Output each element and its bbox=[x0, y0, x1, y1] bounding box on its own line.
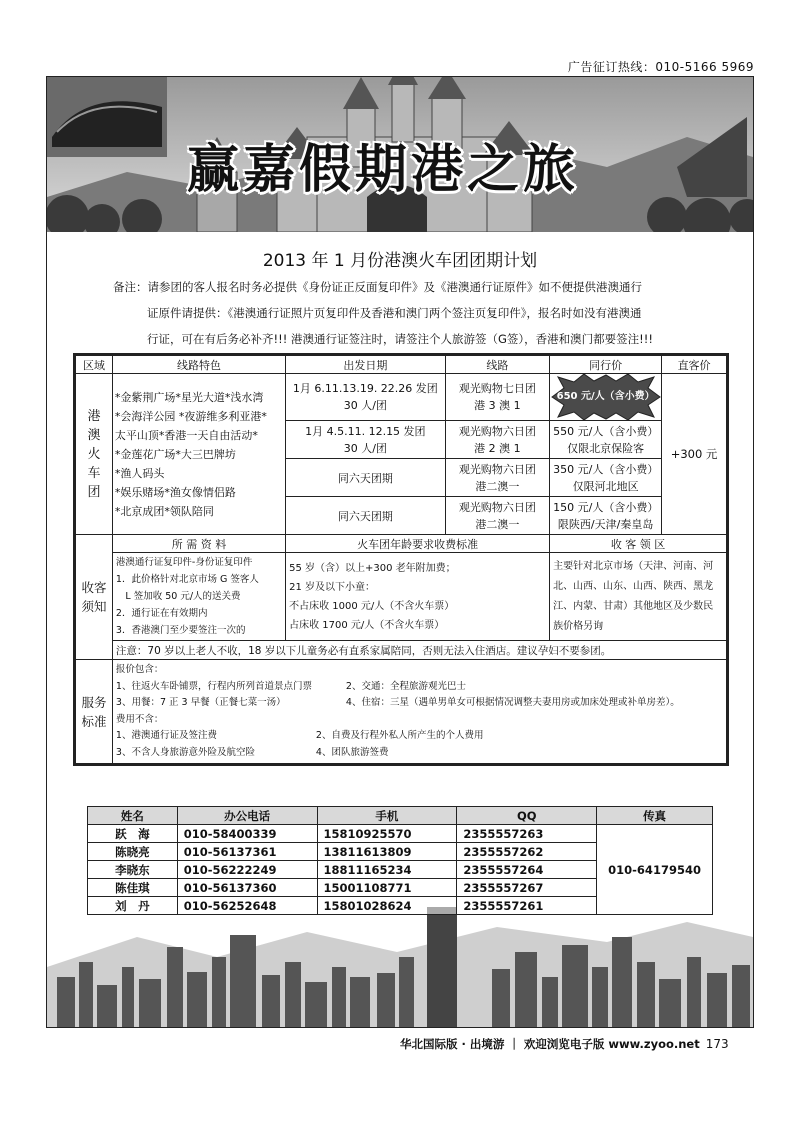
dates-text: 1月 4.5.11. 12.15 发团 bbox=[305, 424, 426, 438]
notice-label: 须知 bbox=[81, 599, 107, 614]
contact-name: 陈晓亮 bbox=[88, 843, 178, 861]
table-row bbox=[76, 374, 727, 421]
include-item: 3、用餐：7 正 3 早餐（正餐七菜一汤） bbox=[115, 697, 286, 708]
age-line: 55 岁（含）以上+300 老年附加费； bbox=[289, 562, 456, 574]
route-split: 港二澳一 bbox=[475, 517, 520, 531]
group-size: 30 人/团 bbox=[343, 399, 387, 412]
contact-mobile: 15801028624 bbox=[317, 897, 457, 915]
contact-qq: 2355557267 bbox=[457, 879, 597, 897]
region-char: 火 bbox=[87, 446, 101, 462]
route-name: 观光购物六日团 bbox=[458, 462, 536, 476]
include-item: 1、往返火车卧铺票，行程内所列首道景点门票 bbox=[115, 680, 312, 692]
route-split: 港 2 澳 1 bbox=[474, 441, 521, 455]
route-cell bbox=[445, 421, 550, 459]
age-line: 21 岁及以下小童： bbox=[289, 581, 375, 593]
include-line bbox=[116, 695, 723, 712]
service-label: 服务 bbox=[81, 694, 107, 710]
feature-line: *北京成团*领队陪同 bbox=[114, 504, 214, 518]
docs-line: L 签加收 50 元/人的送关费 bbox=[115, 591, 241, 602]
dates-cell: 同六天团期 bbox=[286, 459, 446, 497]
include-line bbox=[116, 679, 723, 696]
price-note: 仅限北京保险客 bbox=[567, 441, 645, 455]
exclude-line bbox=[116, 728, 723, 745]
region-char: 团 bbox=[87, 484, 101, 500]
contact-row bbox=[88, 825, 713, 843]
area-header: 收 客 领 区 bbox=[550, 535, 727, 553]
route-split: 港 3 澳 1 bbox=[474, 399, 521, 412]
contact-office-phone: 010-56222249 bbox=[177, 861, 317, 879]
route-cell bbox=[445, 374, 550, 421]
contact-qq: 2355557262 bbox=[457, 843, 597, 861]
note-line-2: 证原件请提供：《港澳通行证照片页复印件及香港和澳门两个签注页复印件》，报名时如没有港澳通 bbox=[147, 306, 642, 320]
header-route: 线路 bbox=[445, 356, 550, 374]
attention-row bbox=[76, 641, 727, 660]
service-label-cell bbox=[76, 660, 113, 764]
route-name: 观光购物六日团 bbox=[458, 424, 536, 438]
skyline-photo bbox=[47, 907, 753, 1027]
feature-line: 太平山顶*香港一天自由活动* bbox=[114, 428, 258, 442]
exclude-item: 1、港澳通行证及签注费 bbox=[115, 730, 217, 741]
price-cell bbox=[550, 374, 662, 421]
region-char: 车 bbox=[87, 465, 101, 481]
feature-line: *会海洋公园 *夜游维多利亚港* bbox=[114, 409, 267, 423]
price-cell bbox=[550, 459, 662, 497]
contact-table bbox=[87, 806, 713, 915]
direct-price-cell: +300 元 bbox=[662, 374, 727, 535]
include-item: 4、住宿：三星（遇单男单女可根据情况调整夫妻用房或加床处理或补单房差）。 bbox=[345, 697, 680, 708]
itinerary-table bbox=[75, 355, 727, 764]
header-dates: 出发日期 bbox=[286, 356, 446, 374]
feature-line: *金紫荆广场*星光大道*浅水湾 bbox=[114, 390, 264, 404]
price-value: 550 元/人（含小费） bbox=[553, 424, 659, 438]
route-split: 港二澳一 bbox=[475, 479, 520, 493]
route-cell bbox=[445, 497, 550, 535]
price-value: 350 元/人（含小费） bbox=[553, 462, 659, 476]
contact-mobile: 13811613809 bbox=[317, 843, 457, 861]
table-header-row bbox=[76, 356, 727, 374]
contact-qq: 2355557261 bbox=[457, 897, 597, 915]
feature-line: *金莲花广场*大三巴牌坊 bbox=[114, 447, 236, 461]
route-name: 观光购物七日团 bbox=[458, 382, 536, 395]
ad-hotline: 广告征订热线：010-5166 5969 bbox=[567, 60, 754, 74]
dates-cell bbox=[286, 374, 446, 421]
age-header: 火车团年龄要求收费标准 bbox=[286, 535, 550, 553]
contact-office-phone: 010-56137360 bbox=[177, 879, 317, 897]
dates-cell bbox=[286, 421, 446, 459]
region-cell bbox=[76, 374, 113, 535]
notice-body-row bbox=[76, 553, 727, 641]
contact-fax: 010-64179540 bbox=[597, 825, 713, 915]
header-direct-price: 直客价 bbox=[662, 356, 727, 374]
docs-line: 港澳通行证复印件-身份证复印件 bbox=[115, 557, 253, 568]
service-label: 标准 bbox=[81, 713, 107, 729]
contact-header: QQ bbox=[457, 807, 597, 825]
dates-text: 1月 6.11.13.19. 22.26 发团 bbox=[292, 382, 438, 395]
area-cell: 主要针对北京市场（天津、河南、河北、山西、山东、山西、陕西、黑龙江、内蒙、甘肃）其他地区及少数民族价格另询 bbox=[550, 553, 727, 641]
features-cell bbox=[112, 374, 285, 535]
region-char: 港 bbox=[87, 408, 101, 424]
contact-header: 姓名 bbox=[88, 807, 178, 825]
contact-name: 陈佳琪 bbox=[88, 879, 178, 897]
service-cell bbox=[112, 660, 726, 764]
exclude-item: 3、不含人身旅游意外险及航空险 bbox=[115, 746, 255, 758]
contact-header-row bbox=[88, 807, 713, 825]
note-line-3: 行证，可在有后务必补齐!!! 港澳通行证签注时，请签注个人旅游签（G签），香港和澳门都要签注!!! bbox=[147, 332, 653, 346]
contact-mobile: 15810925570 bbox=[317, 825, 457, 843]
docs-line: 1．此价格针对北京市场 G 签客人 bbox=[115, 574, 259, 585]
dates-cell: 同六天团期 bbox=[286, 497, 446, 535]
page-frame bbox=[46, 76, 754, 1028]
page-number: 173 bbox=[705, 1037, 729, 1051]
notice-label-cell bbox=[76, 535, 113, 660]
contact-name: 刘 丹 bbox=[88, 897, 178, 915]
include-title: 报价包含： bbox=[115, 664, 164, 675]
route-cell bbox=[445, 459, 550, 497]
contact-mobile: 18811165234 bbox=[317, 861, 457, 879]
feature-line: *娱乐赌场*渔女像情侣路 bbox=[114, 485, 236, 499]
contact-header: 传真 bbox=[597, 807, 713, 825]
contact-office-phone: 010-56252648 bbox=[177, 897, 317, 915]
price-cell bbox=[550, 497, 662, 535]
price-note: 限陕西/天津/秦皇岛 bbox=[557, 517, 654, 531]
exclude-item: 2、自费及行程外私人所产生的个人费用 bbox=[315, 730, 484, 741]
contact-header: 手机 bbox=[317, 807, 457, 825]
contact-qq: 2355557264 bbox=[457, 861, 597, 879]
header-features: 线路特色 bbox=[112, 356, 285, 374]
price-value: 650 元/人（含小费） bbox=[556, 391, 655, 402]
service-row bbox=[76, 660, 727, 764]
price-value: 150 元/人（含小费） bbox=[553, 500, 659, 514]
contact-office-phone: 010-58400339 bbox=[177, 825, 317, 843]
footer-text: 华北国际版 · 出境游 ｜ 欢迎浏览电子版 www.zyoo.net bbox=[400, 1037, 700, 1051]
contact-name: 跃 海 bbox=[88, 825, 178, 843]
note-line-1: 备注：请参团的客人报名时务必提供《身份证正反面复印件》及《港澳通行证原件》如不便提供港澳通行 bbox=[113, 280, 642, 294]
brand-title: 赢嘉假期港之旅 bbox=[187, 139, 580, 200]
docs-header: 所 需 资 料 bbox=[112, 535, 285, 553]
docs-line: 3．香港澳门至少要签注一次的 bbox=[115, 625, 246, 636]
notice-header-row bbox=[76, 535, 727, 553]
age-line: 占床收 1700 元/人（不含火车票） bbox=[289, 619, 445, 631]
price-note: 仅限河北地区 bbox=[572, 479, 639, 493]
header-peer-price: 同行价 bbox=[550, 356, 662, 374]
exclude-title: 费用不含： bbox=[115, 713, 164, 725]
docs-line: 2．通行证在有效期内 bbox=[115, 608, 208, 619]
banner-photo bbox=[47, 77, 753, 232]
contact-header: 办公电话 bbox=[177, 807, 317, 825]
region-char: 澳 bbox=[87, 427, 101, 443]
age-cell bbox=[286, 553, 550, 641]
include-item: 2、交通：全程旅游观光巴士 bbox=[345, 680, 466, 692]
contact-name: 李晓东 bbox=[88, 861, 178, 879]
exclude-item: 4、团队旅游签费 bbox=[315, 746, 389, 758]
attention-note: 注意：70 岁以上老人不收，18 岁以下儿童务必有直系家属陪同，否则无法入住酒店。建议孕妇不要参团。 bbox=[112, 641, 726, 660]
contact-office-phone: 010-56137361 bbox=[177, 843, 317, 861]
contact-mobile: 15001108771 bbox=[317, 879, 457, 897]
page-footer bbox=[400, 1036, 729, 1052]
docs-cell bbox=[112, 553, 285, 641]
page-title: 2013 年 1 月份港澳火车团团期计划 bbox=[262, 251, 538, 271]
price-cell bbox=[550, 421, 662, 459]
feature-line: *渔人码头 bbox=[114, 466, 165, 480]
notice-label: 收客 bbox=[81, 580, 107, 595]
route-name: 观光购物六日团 bbox=[458, 500, 536, 514]
group-size: 30 人/团 bbox=[343, 441, 387, 455]
exclude-line bbox=[116, 745, 723, 762]
contact-qq: 2355557263 bbox=[457, 825, 597, 843]
header-region: 区域 bbox=[76, 356, 113, 374]
age-line: 不占床收 1000 元/人（不含火车票） bbox=[289, 600, 455, 612]
